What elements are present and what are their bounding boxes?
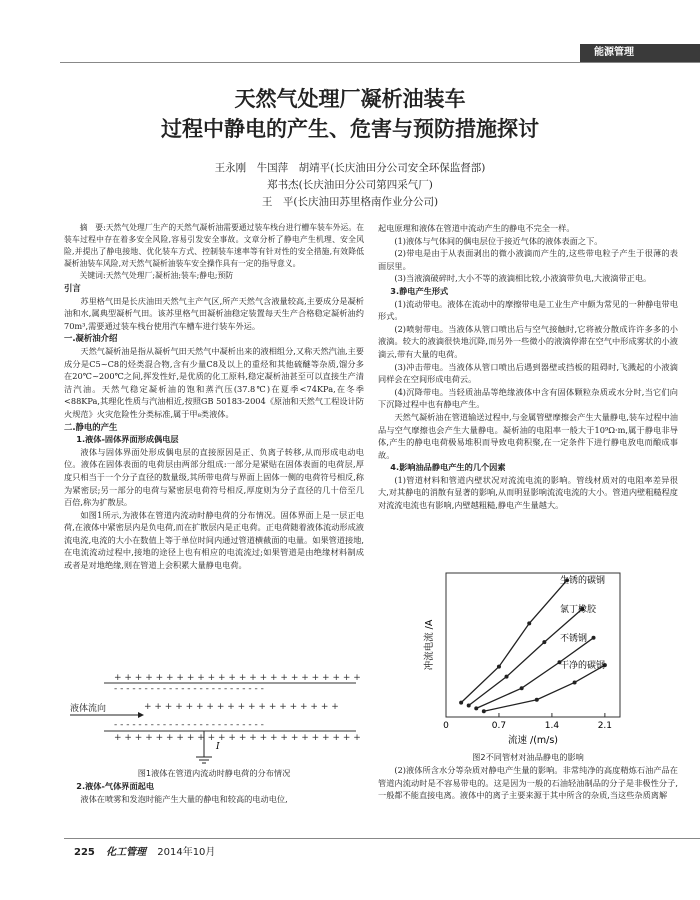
figure-1-caption: 图1液体在管道内流动时静电荷的分布情况 bbox=[137, 768, 291, 778]
subsection-2-1-heading: 1.液体-固体界面形成偶电层 bbox=[76, 434, 179, 445]
series-label: 不锈钢 bbox=[560, 633, 588, 644]
series-point bbox=[592, 636, 596, 640]
subsection-3-paragraph-5: 天然气凝析油在管道输送过程中,与金属管壁摩擦会产生大量静电,装车过程中油品与空气摩擦也会产生大量静电。凝析油的电阻率一般大于10⁹Ω·m,属于静电非导体,产生的静电电荷极易堆积而导致电荷积聚,在一定条件下进行静电放电而酿成事故。 bbox=[378, 411, 678, 460]
series-point bbox=[482, 709, 486, 713]
issue-date: 2014年10月 bbox=[157, 847, 216, 858]
x-tick-label: 2.1 bbox=[597, 721, 613, 731]
subsection-2-2-heading: 2.液体-气体界面起电 bbox=[76, 781, 155, 791]
header-rule bbox=[60, 62, 700, 63]
point-1: (1)液体与气体间的偶电层位于接近气体的液体表面之下。 bbox=[394, 235, 603, 246]
svg-text:- - - - - - - - - - - - - - -: - - - - - - - - - - - - - - - - - - - - - - - - - bbox=[114, 720, 264, 730]
title-line-2: 过程中静电的产生、危害与预防措施探讨 bbox=[161, 117, 539, 141]
abstract: 摘 要:天然气处理厂生产的天然气凝析油需要通过装车栈台进行槽车装车外运。在装车过程中存在着多安全风险,容易引发安全事故。文章分析了静电产生机理、安全风险,并提出了静电接地、优化装车方式、控制装车速率等有针对性的安全措施,有效降低凝析油装车风险,对天然气凝析油装车安全操作具有一定的指导意义。 bbox=[64, 223, 364, 268]
point-2: (2)带电是由于从表面剥出的微小液滴而产生的,这些带电粒子产生于很薄的表面层里。 bbox=[378, 248, 678, 271]
series-point bbox=[535, 698, 539, 702]
subsection-3-paragraph-3: (3)冲击带电。当液体从管口喷出后遇到器壁或挡板的阻碍时,飞溅起的小液滴同样会在空间形成电荷云。 bbox=[378, 361, 678, 385]
authors-line-2: 郑书杰(长庆油田分公司第四采气厂) bbox=[267, 179, 433, 191]
svg-text:+ + + + + + + + + + + + + + +: + + + + + + + + + + + + + + + + + + + + + + + + bbox=[114, 673, 361, 683]
subsection-2-2-paragraph: 液体在喷雾和发泡时能产生大量的静电和较高的电动电位, bbox=[80, 793, 288, 804]
x-tick-label: 1.4 bbox=[544, 721, 560, 731]
svg-text:- - - - - - - - - - - - - - -: - - - - - - - - - - - - - - - - - - - - - - - - - bbox=[114, 684, 264, 694]
authors bbox=[0, 160, 700, 211]
series-point bbox=[542, 640, 546, 644]
series-line bbox=[461, 580, 567, 702]
flow-direction-label: 液体流向 bbox=[70, 704, 107, 714]
series-point bbox=[474, 706, 478, 710]
current-symbol: I bbox=[216, 742, 220, 752]
series-point bbox=[573, 680, 577, 684]
subsection-3-paragraph-1: (1)流动带电。液体在流动中的摩擦带电是工业生产中颇为常见的一种静电带电形式。 bbox=[378, 298, 678, 322]
x-axis-label: 流速 /(m/s) bbox=[507, 735, 559, 746]
series-point bbox=[497, 665, 501, 669]
section-2-heading: 二.静电的产生 bbox=[64, 421, 118, 432]
page-number: 225 bbox=[74, 847, 95, 858]
magazine-name: 化工管理 bbox=[106, 847, 147, 858]
figure-2-caption: 图2不同管材对油品静电的影响 bbox=[472, 752, 584, 762]
series-label: 氯丁橡胶 bbox=[560, 605, 597, 615]
subsection-2-1-paragraph-2: 如图1所示,为液体在管道内流动时静电荷的分布情况。固体界面上是一层正电荷,在液体中紧密层内是负电荷,而在扩散层内是正电荷。正电荷随着液体流动形成液流电流,电流的大小在数值上等于单位时间内通过管道横截面的电量。如果管道接地,在电流流动过程中,接地的途径上也有相应的电流流过;如果管道是由绝缘材料制成或者是对地绝缘,则在管道上会积累大量静电电荷。 bbox=[64, 509, 364, 571]
figure-2-chart bbox=[420, 567, 630, 752]
title-line-1: 天然气处理厂凝析油装车 bbox=[234, 87, 466, 111]
series-line bbox=[476, 638, 593, 709]
subsection-4-paragraph-2: (2)液体所含水分等杂质对静电产生量的影响。非常纯净的高度精炼石油产品在管道内流动时是不容易带电的。这是因为一般的石油轻油制品的分子是非极性分子,一般都不能直接电离。液体中的离子主要来源于其中所含的杂质,当这些杂质离解 bbox=[378, 765, 678, 801]
series-point bbox=[527, 621, 531, 625]
authors-line-1: 王永刚 牛国萍 胡靖平(长庆油田分公司安全环保监督部) bbox=[214, 162, 486, 174]
intro-paragraph: 苏里格气田是长庆油田天然气主产气区,所产天然气含液量较高,主要成分是凝析油和水,属典型凝析气田。该苏里格气田凝析油稳定装置每天生产合格稳定凝析油约70m³,需要通过装车栈台使用汽车槽车进行装车外运。 bbox=[64, 295, 364, 331]
left-column bbox=[64, 222, 364, 572]
y-axis-label: 冲流电流 /A bbox=[424, 619, 435, 671]
figure-1-pipe-diagram bbox=[64, 657, 364, 767]
series-label: 干净的碳钢 bbox=[560, 661, 606, 672]
x-tick-label: 0.7 bbox=[491, 721, 507, 731]
right-column bbox=[378, 222, 678, 512]
subsection-4-paragraph-1: (1)管道材料和管道内壁状况对流流电流的影响。管线材质对的电阻率差异很大,对其静电的消散有显著的影响,从而明显影响流流电流的大小。管道内壁粗糙程度对流流电流也有影响,内壁越粗糙,静电产生量越大。 bbox=[378, 474, 678, 511]
svg-text:+ + + + + + + + + + + + + + +: + + + + + + + + + + + + + + + + + + + bbox=[144, 702, 339, 712]
intro-heading: 引言 bbox=[64, 283, 81, 293]
series-point bbox=[459, 701, 463, 705]
subsection-4-heading: 4.影响油品静电产生的几个因素 bbox=[390, 462, 506, 473]
keywords: 关键词:天然气处理厂;凝析油;装车;静电;预防 bbox=[79, 271, 234, 280]
section-1-paragraph: 天然气凝析油是指从凝析气田天然气中凝析出来的液相组分,又称天然汽油,主要成分是C5~C8的烃类混合物,含有少量C8及以上的重烃和其他硫醚等杂质,馏分多在20℃~200℃之间,挥发性好,是优质的化工原料,稳定凝析油甚至可以直接生产清洁汽油。天然气稳定凝析油的饱和蒸汽压(37.8℃)在夏季<74KPa,在冬季<88KPa,其理化性质与汽油相近,按照GB 50183-2004《原油和天然气工程设计防火规范》火灾危险性分类标准,属于甲₈类液体。 bbox=[64, 345, 364, 419]
section-tab: 能源管理 bbox=[580, 44, 700, 62]
subsection-3-paragraph-2: (2)喷射带电。当液体从管口喷出后与空气接触时,它将被分散成许许多多的小液滴。较大的液滴很快地沉降,而另外一些微小的液滴停滞在空气中形成雾状的小液滴云,带有大量的电荷。 bbox=[378, 323, 678, 359]
subsection-2-1-paragraph-1: 液体与固体界面处形成偶电层的直接原因是正、负离子转移,从而形成电动电位。液体在固体表面的电荷层由两部分组成:一部分是紧贴在固体表面的电荷层,厚度只相当于一个分子直径的数量级,其所带电荷与界面上固体一侧的电荷符号相反,称为紧密层;另一部分的电荷与紧密层电荷符号相反,厚度则为分子直径的几十倍至几百倍,称为扩散层。 bbox=[64, 446, 364, 508]
point-3: (3)当液滴破碎时,大小不等的液滴相比较,小液滴带负电,大液滴带正电。 bbox=[394, 273, 652, 284]
footer-rule bbox=[64, 838, 700, 839]
subsection-3-heading: 3.静电产生形式 bbox=[390, 285, 449, 296]
subsection-3-paragraph-4: (4)沉降带电。当轻质油品等绝缘液体中含有固体颗粒杂质或水分时,当它们向下沉降过程中也有静电产生。 bbox=[378, 386, 678, 410]
left-column-bottom bbox=[64, 780, 364, 805]
x-tick-label: 0 bbox=[443, 721, 449, 731]
continued-paragraph: 起电原理和液体在管道中流动产生的静电不完全一样。 bbox=[378, 223, 575, 233]
authors-line-3: 王 平(长庆油田苏里格南作业分公司) bbox=[261, 196, 439, 208]
right-column-bottom bbox=[378, 764, 678, 802]
section-1-heading: 一.凝析油介绍 bbox=[64, 333, 118, 344]
series-point bbox=[520, 686, 524, 690]
footer bbox=[74, 843, 215, 858]
svg-text:+ + + + + + + + + + + + + + +: + + + + + + + + + + + + + + + + + + + + + + + + bbox=[114, 733, 361, 743]
series-point bbox=[467, 703, 471, 707]
plot-frame bbox=[446, 573, 620, 717]
article-title bbox=[0, 84, 700, 144]
series-point bbox=[505, 675, 509, 679]
series-line bbox=[469, 609, 582, 705]
series-label: 生锈的碳钢 bbox=[560, 576, 606, 587]
